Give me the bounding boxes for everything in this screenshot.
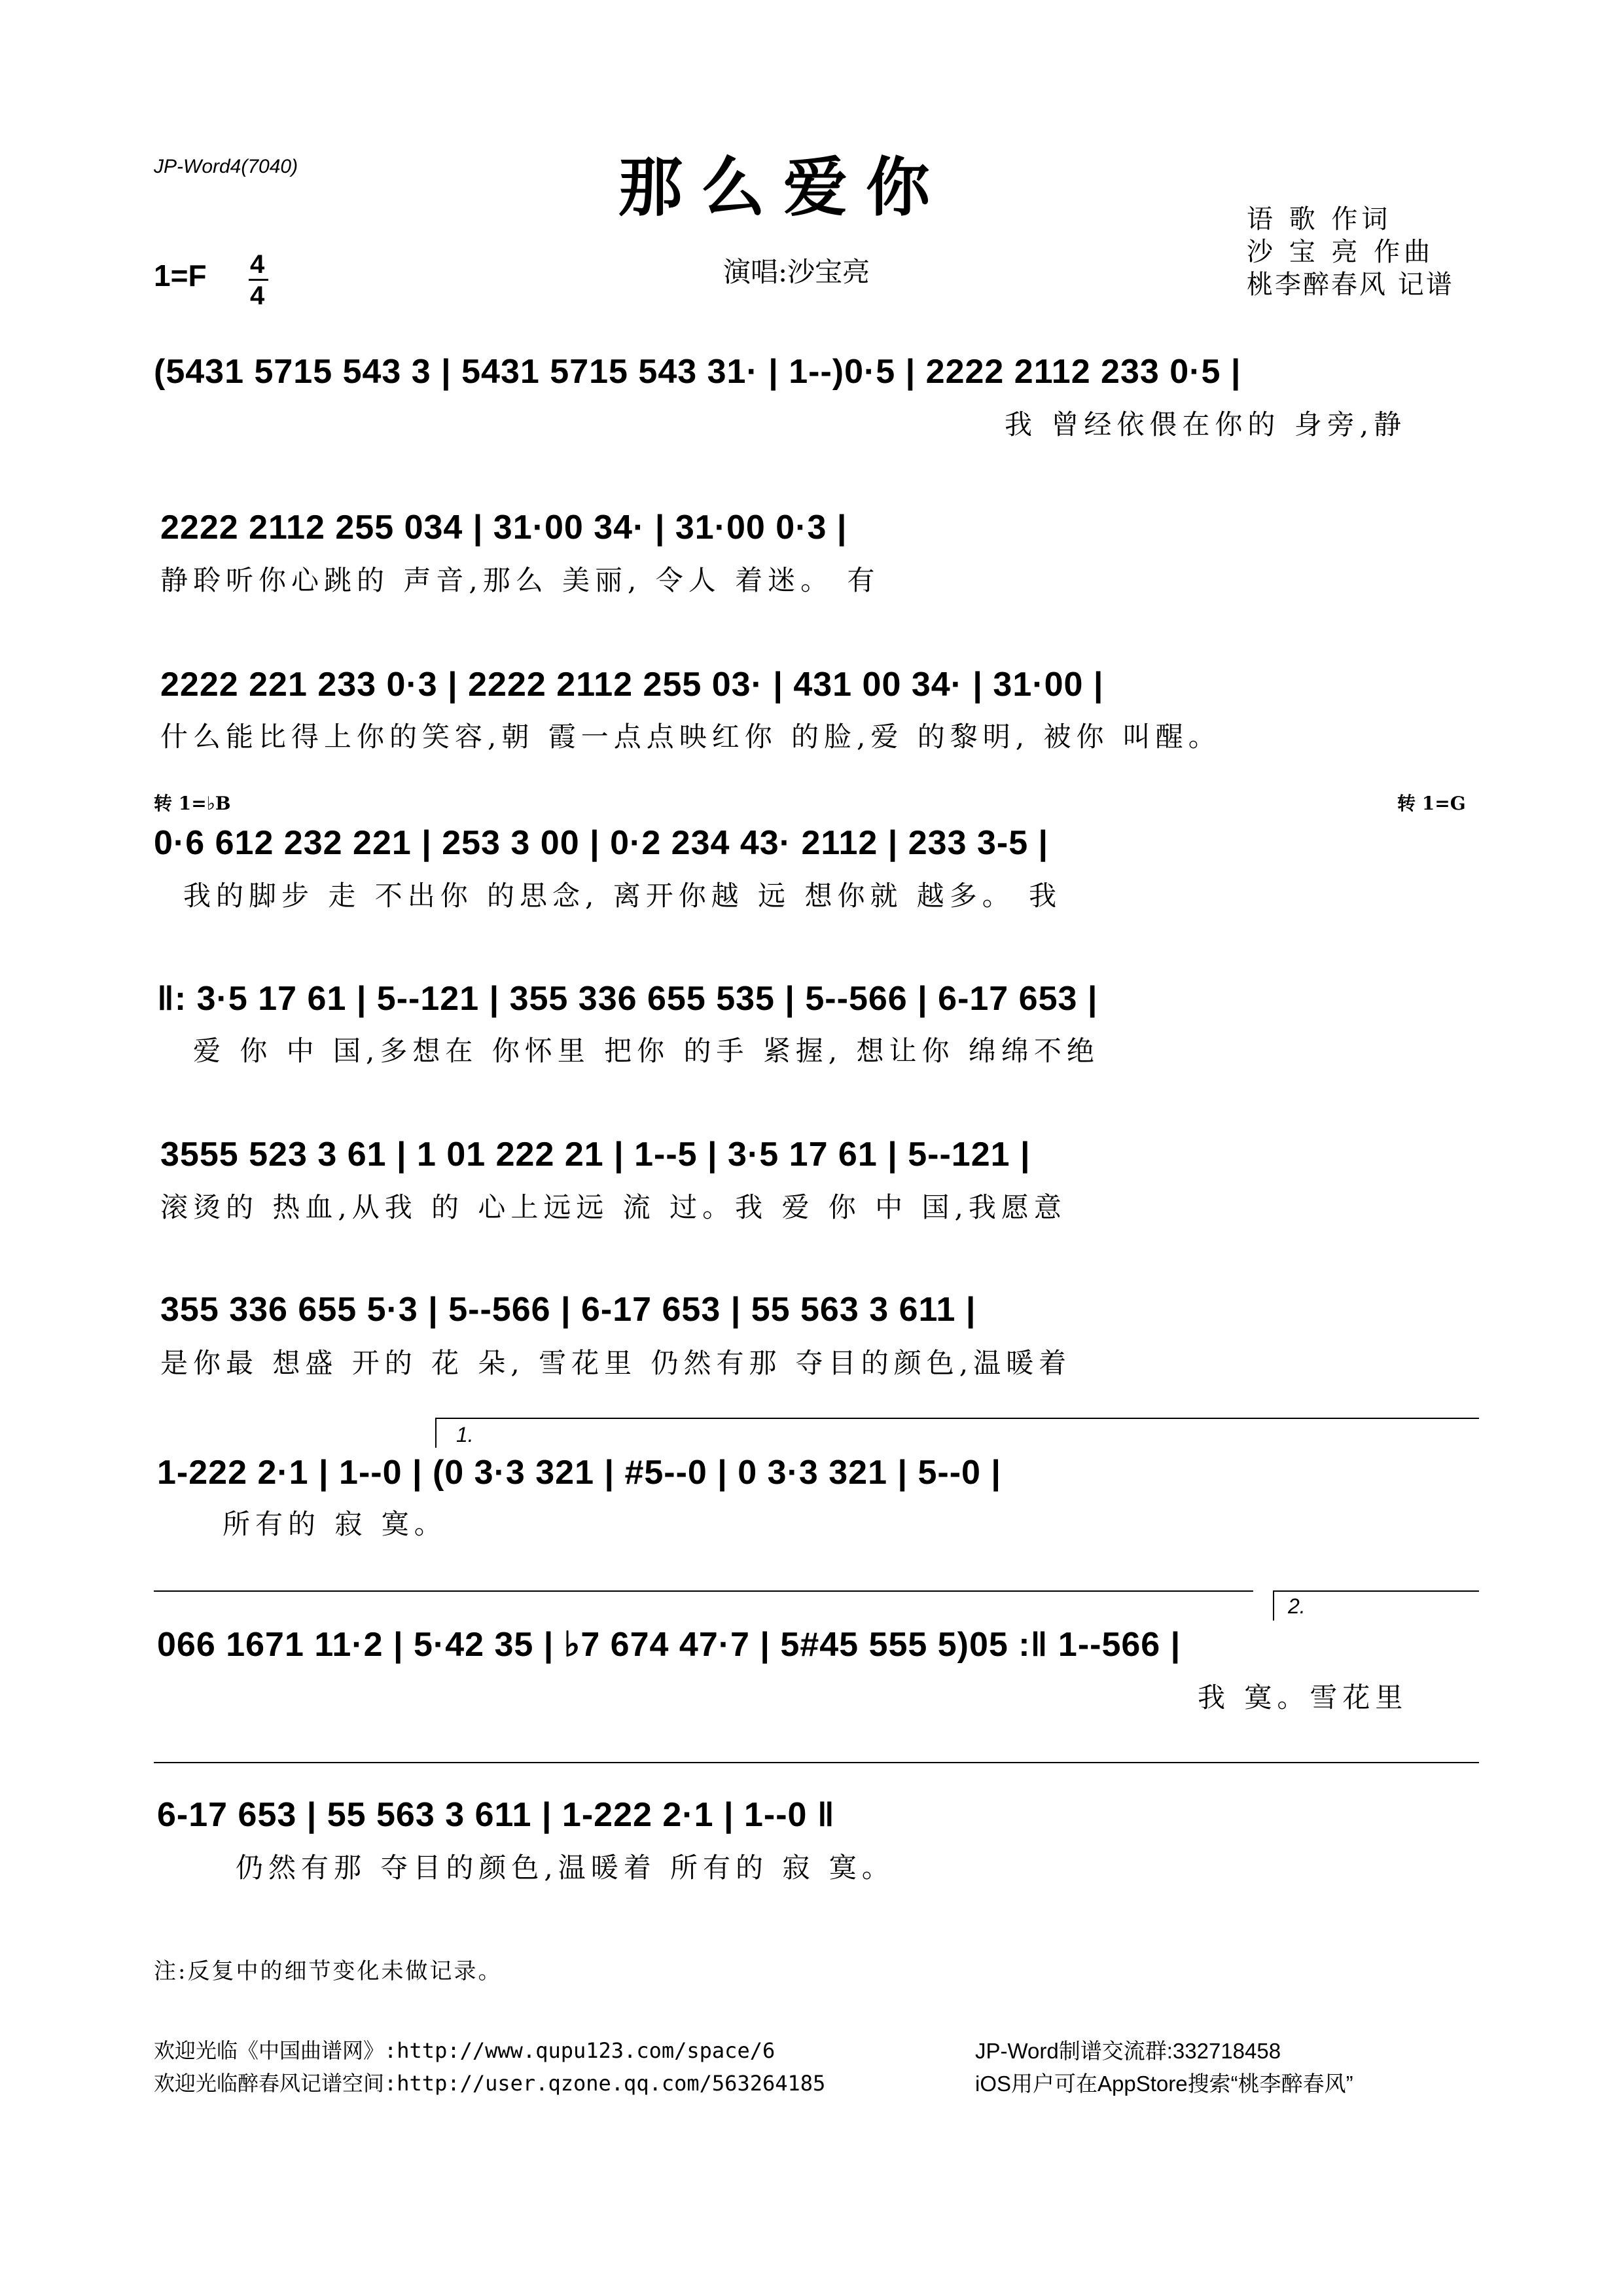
system-4-lyrics: 我的脚步 走 不出你 的思念, 离开你越 远 想你就 越多。 我 xyxy=(183,880,1062,912)
system-1-lyrics: 我 曾经依偎在你的 身旁,静 xyxy=(1005,408,1407,440)
system-7-lyrics: 是你最 想盛 开的 花 朵, 雪花里 仍然有那 夺目的颜色,温暖着 xyxy=(160,1347,1072,1379)
system-10-notes: 6-17 653 | 55 563 3 611 | 1-222 2·1 | 1--0 ‖ xyxy=(157,1796,835,1834)
ending-1-bracket-tick xyxy=(435,1418,437,1448)
footer-left-1: 欢迎光临《中国曲谱网》:http://www.qupu123.com/space/6 xyxy=(154,2038,776,2063)
system-2-lyrics: 静聆听你心跳的 声音,那么 美丽, 令人 着迷。 有 xyxy=(160,564,880,596)
system-8-lyrics: 所有的 寂 寞。 xyxy=(223,1508,447,1540)
ending-2-bracket xyxy=(1273,1590,1479,1592)
footnote: 注:反复中的细节变化未做记录。 xyxy=(154,1958,503,1984)
composer-credit: 沙 宝 亮 作曲 xyxy=(1247,237,1435,267)
ending-2-label: 2. xyxy=(1288,1594,1306,1618)
system-6-lyrics: 滚烫的 热血,从我 的 心上远远 流 过。我 爱 你 中 国,我愿意 xyxy=(160,1191,1067,1223)
time-signature-bar xyxy=(249,279,268,281)
system-9-notes: 066 1671 11·2 | 5·42 35 | ♭7 674 47·7 | 5#45 555 5)05 :‖ 1--566 | xyxy=(157,1626,1181,1664)
song-title: 那么爱你 xyxy=(618,150,949,225)
singer: 演唱:沙宝亮 xyxy=(723,256,870,288)
software-label: JP-Word4(7040) xyxy=(154,156,298,177)
system-1-notes: (5431 5715 543 3 | 5431 5715 543 31· | 1--)0·5 | 2222 2112 233 0·5 | xyxy=(154,353,1241,391)
system-8-notes: 1-222 2·1 | 1--0 | (0 3·3 321 | #5--0 | 0 3·3 321 | 5--0 | xyxy=(157,1454,1001,1492)
system-2-notes: 2222 2112 255 034 | 31·00 34· | 31·00 0·3 | xyxy=(160,509,847,547)
time-signature-bottom: 4 xyxy=(250,281,265,310)
system-5-lyrics: 爱 你 中 国,多想在 你怀里 把你 的手 紧握, 想让你 绵绵不绝 xyxy=(193,1035,1099,1067)
system-10-lyrics: 仍然有那 夺目的颜色,温暖着 所有的 寂 寞。 xyxy=(236,1852,895,1884)
ending-1-label: 1. xyxy=(456,1423,474,1446)
ending-2-bracket-continued xyxy=(154,1762,1479,1763)
system-3-notes: 2222 221 233 0·3 | 2222 2112 255 03· | 431 00 34· | 31·00 | xyxy=(160,666,1104,704)
time-signature-top: 4 xyxy=(250,250,265,279)
system-4-notes: 0·6 612 232 221 | 253 3 00 | 0·2 234 43· 2112 | 233 3-5 | xyxy=(154,824,1049,862)
footer-right-2: iOS用户可在AppStore搜索“桃李醉春风” xyxy=(975,2072,1353,2096)
system-5-notes: ‖: 3·5 17 61 | 5--121 | 355 336 655 535 | 5--566 | 6-17 653 | xyxy=(157,980,1098,1018)
system-6-notes: 3555 523 3 61 | 1 01 222 21 | 1--5 | 3·5 17 61 | 5--121 | xyxy=(160,1136,1031,1174)
key-signature: 1=F xyxy=(154,259,207,293)
ending-2-bracket-tick xyxy=(1273,1590,1274,1621)
key-change-right: 转 1=G xyxy=(1397,793,1466,814)
footer-right-1: JP-Word制谱交流群:332718458 xyxy=(975,2039,1281,2063)
lyricist-credit: 语 歌 作词 xyxy=(1247,204,1392,234)
ending-1-bracket xyxy=(435,1418,1479,1419)
key-change-left: 转 1=♭B xyxy=(154,793,231,814)
system-3-lyrics: 什么能比得上你的笑容,朝 霞一点点映红你 的脸,爱 的黎明, 被你 叫醒。 xyxy=(160,721,1221,753)
system-7-notes: 355 336 655 5·3 | 5--566 | 6-17 653 | 55 563 3 611 | xyxy=(160,1291,976,1329)
transcriber-credit: 桃李醉春风 记谱 xyxy=(1247,270,1454,300)
system-9-lyrics: 我 寞。雪花里 xyxy=(1198,1681,1408,1713)
ending-1-bracket-continued xyxy=(154,1590,1253,1592)
footer-left-2: 欢迎光临醉春风记谱空间:http://user.qzone.qq.com/563264185 xyxy=(154,2071,826,2096)
